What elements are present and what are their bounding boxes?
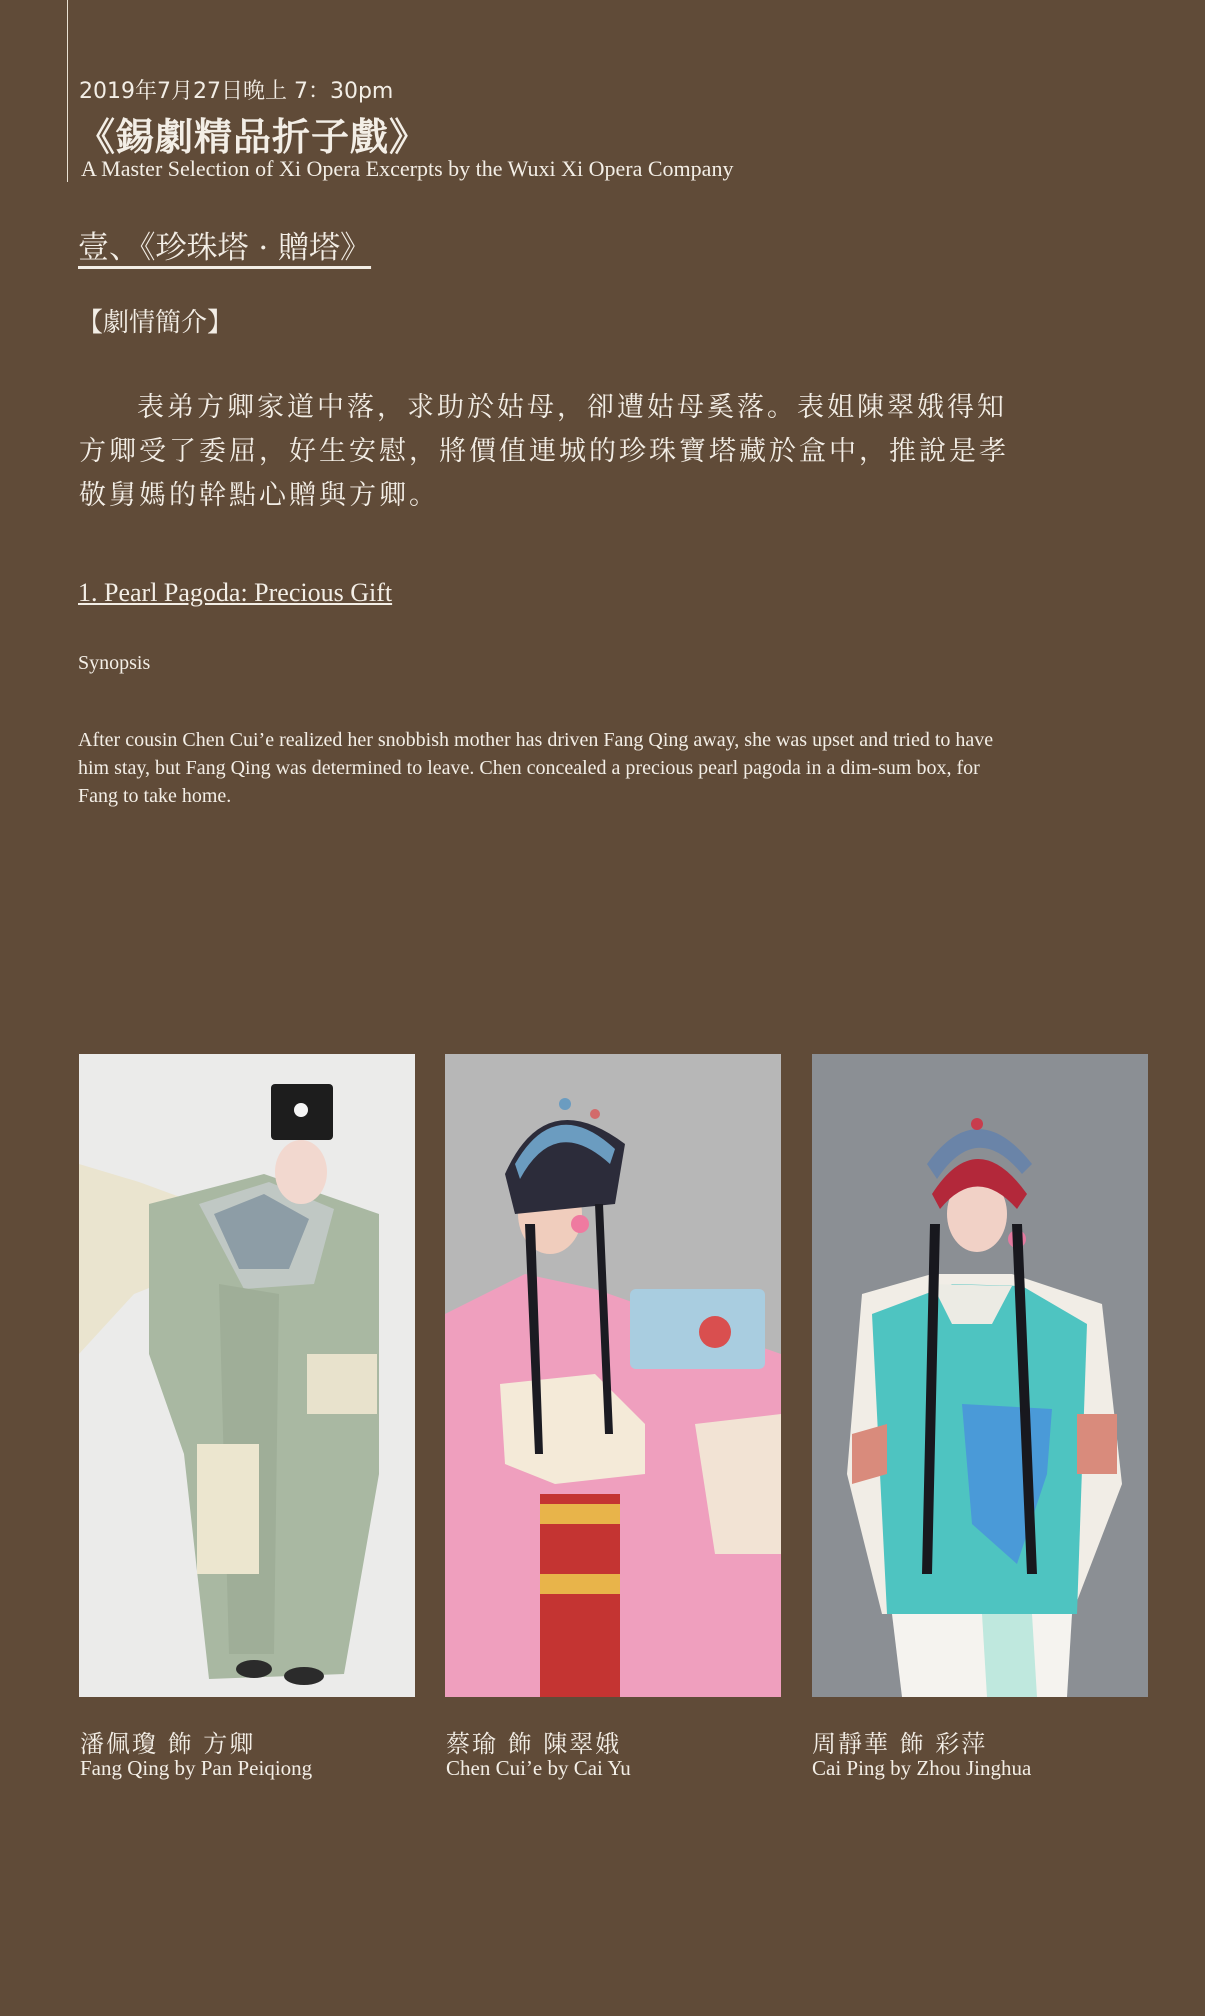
cast-caption-en-2: Chen Cui’e by Cai Yu bbox=[446, 1756, 631, 1780]
page-title-en: A Master Selection of Xi Opera Excerpts by the Wuxi Xi Opera Company bbox=[81, 156, 734, 181]
section-heading-zh: 壹、《珍珠塔 · 贈塔》 bbox=[78, 230, 372, 266]
synopsis-label-en: Synopsis bbox=[78, 652, 151, 674]
cast-caption-zh-2: 蔡瑜 飾 陳翠娥 bbox=[446, 1730, 622, 1758]
synopsis-text-en: After cousin Chen Cui’e realized her snobbish mother has driven Fang Qing away, she was upset and tried to have him stay, but Fang Qing was determined to leave. Chen concealed a precious pearl pagoda in a dim-sum box, for Fang to take home. bbox=[78, 729, 994, 807]
synopsis-text-zh: 表弟方卿家道中落，求助於姑母，卻遭姑母奚落。表姐陳翠娥得知方卿受了委屈，好生安慰，將價值連城的珍珠寶塔藏於盒中，推說是孝敬舅媽的幹點心贈與方卿。 bbox=[79, 392, 1009, 511]
performance-datetime: 2019年7月27日晚上 7：30pm bbox=[79, 79, 394, 104]
synopsis-label-zh: 【劇情簡介】 bbox=[77, 308, 234, 338]
cast-photo-fang-qing bbox=[79, 1054, 415, 1697]
header-divider-line bbox=[67, 0, 68, 182]
cast-caption-en-3: Cai Ping by Zhou Jinghua bbox=[812, 1756, 1032, 1780]
cast-caption-zh-3: 周靜華 飾 彩萍 bbox=[812, 1730, 988, 1758]
page-title-zh: 《錫劇精品折子戲》 bbox=[77, 114, 429, 159]
cast-caption-zh-1: 潘佩瓊 飾 方卿 bbox=[80, 1730, 256, 1758]
cast-photo-cai-ping bbox=[812, 1054, 1148, 1697]
cast-caption-en-1: Fang Qing by Pan Peiqiong bbox=[80, 1756, 313, 1780]
cast-photo-chen-cuie bbox=[445, 1054, 781, 1697]
section-heading-en: 1. Pearl Pagoda: Precious Gift bbox=[78, 578, 393, 607]
